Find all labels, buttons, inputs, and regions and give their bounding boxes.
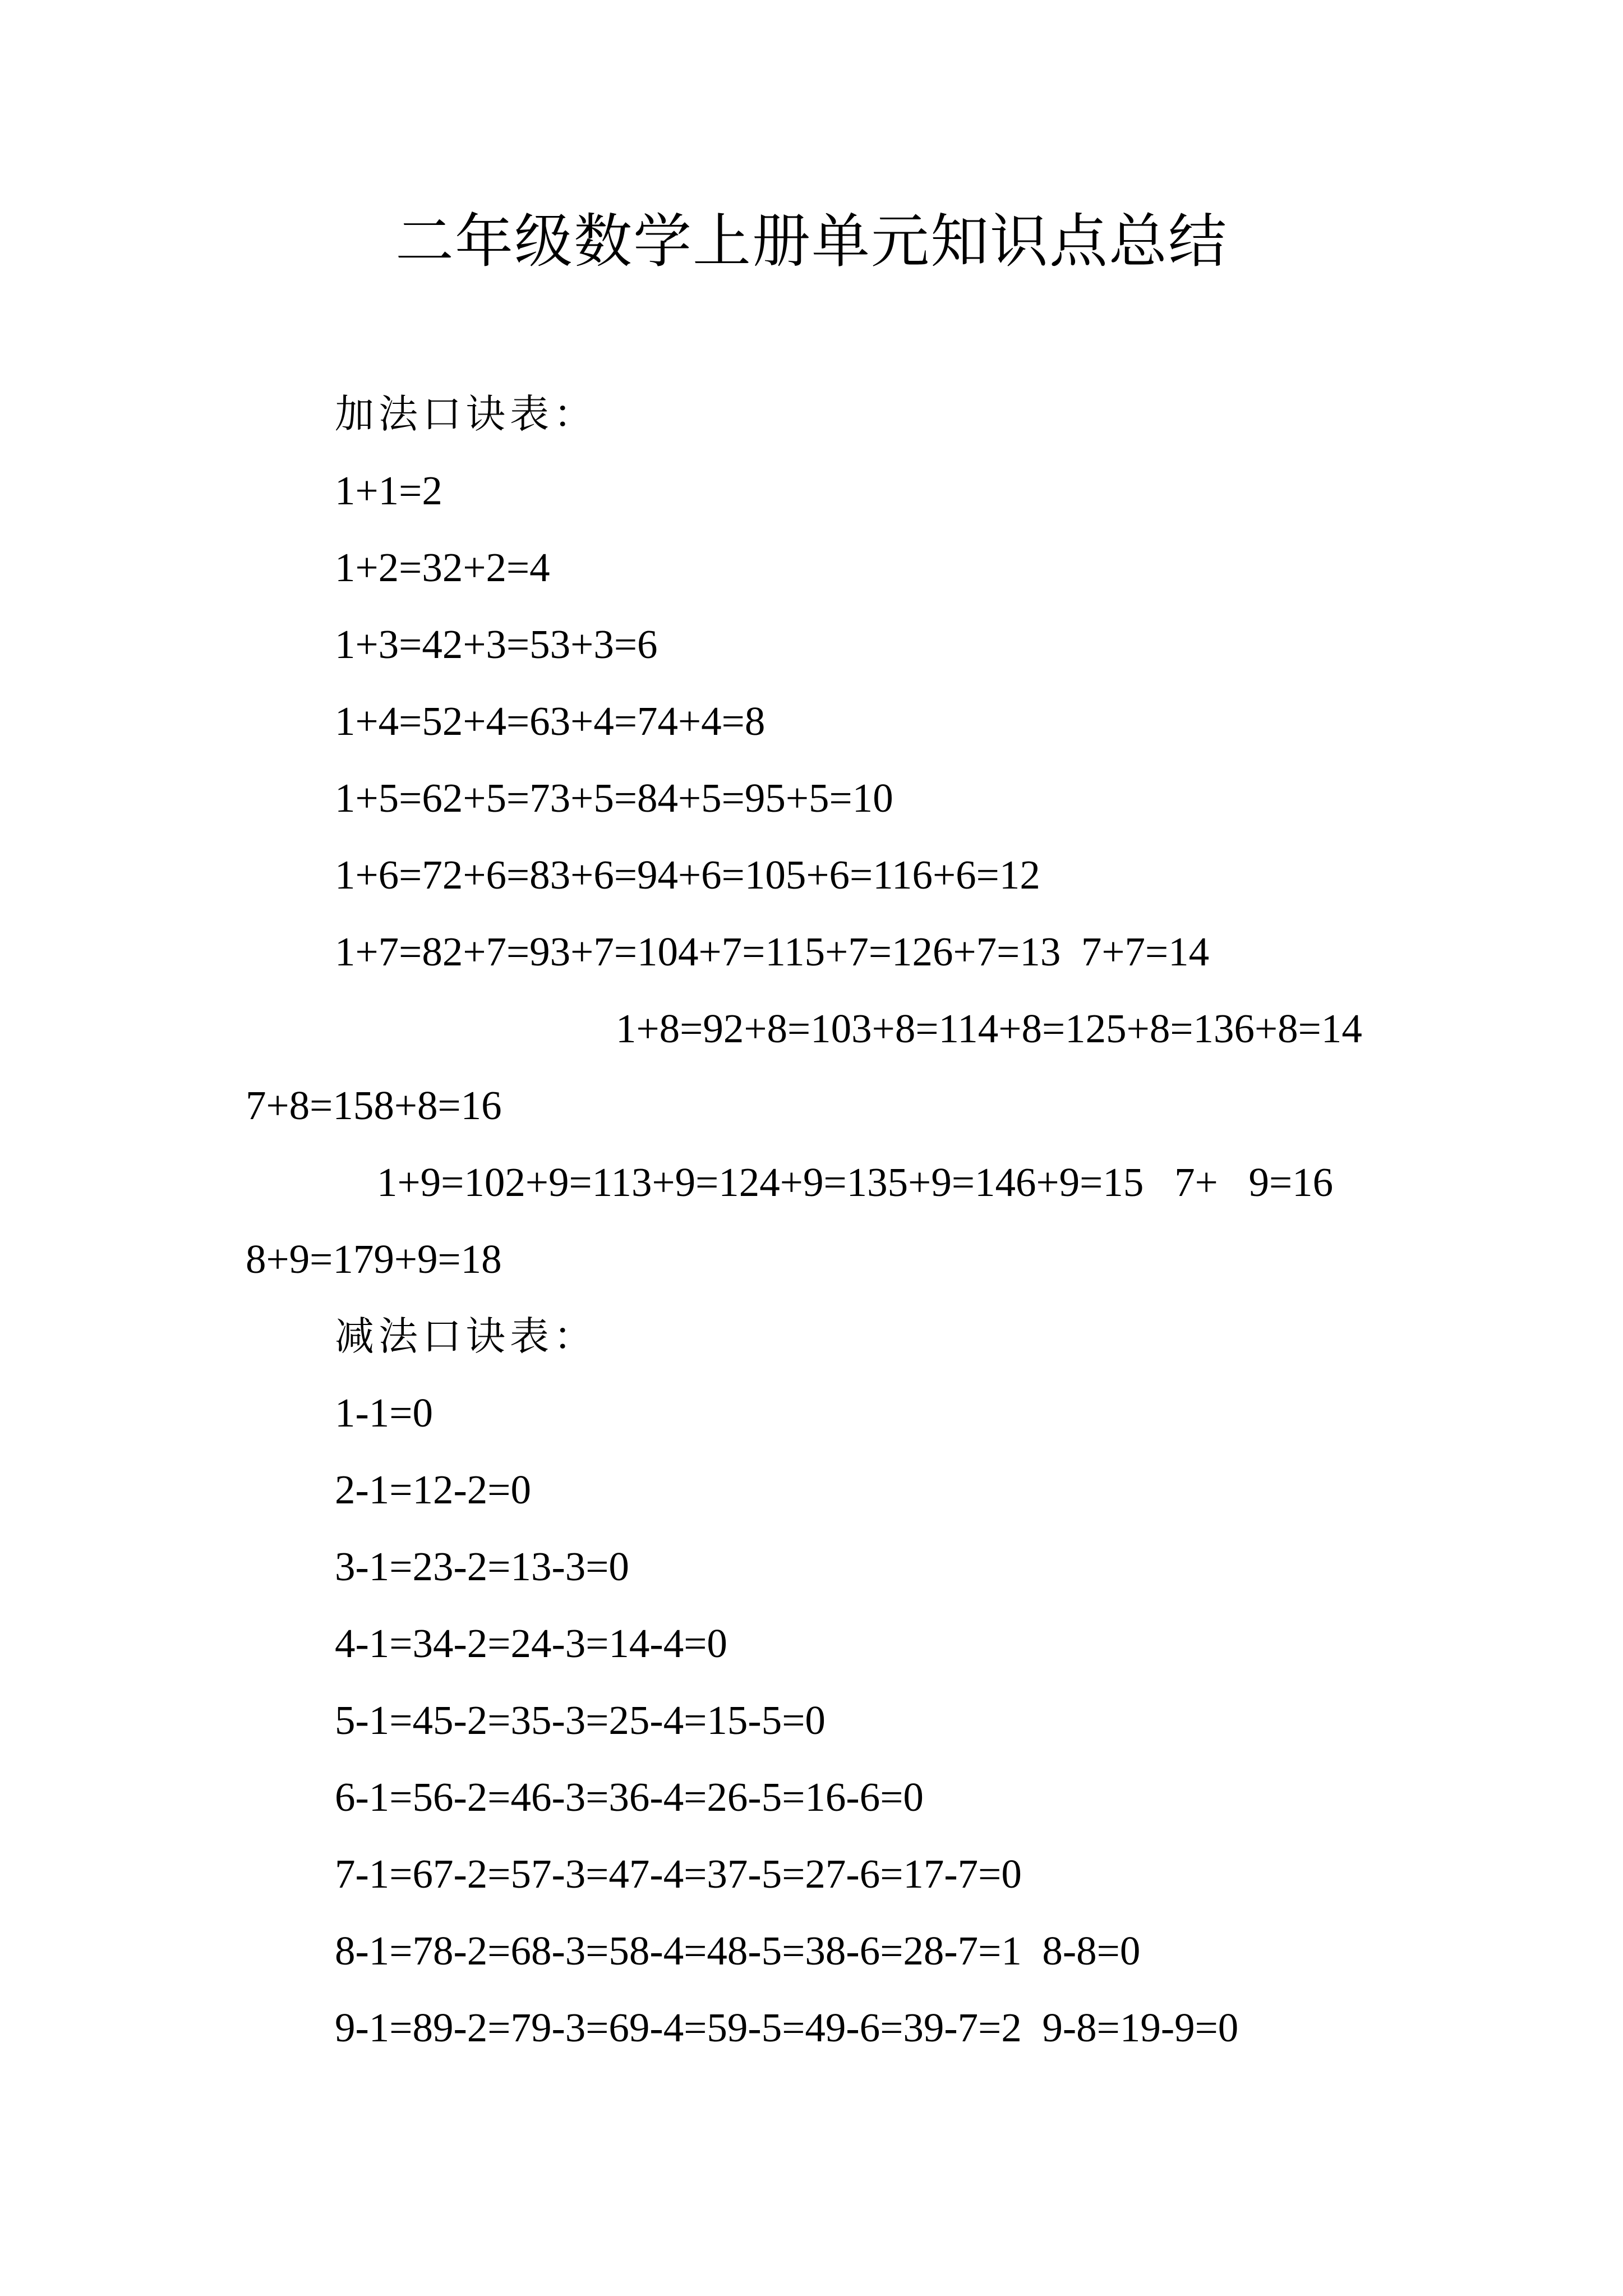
- addition-line: 7+8=158+8=16: [246, 1083, 502, 1128]
- addition-line: 1+3=42+3=53+3=6: [335, 622, 658, 667]
- document-title: 二年级数学上册单元知识点总结: [395, 207, 1228, 275]
- subtraction-line: 4-1=34-2=24-3=14-4=0: [335, 1621, 727, 1666]
- subtraction-line: 8-1=78-2=68-3=58-4=48-5=38-6=28-7=1 8-8=0: [335, 1928, 1141, 1973]
- addition-line: 8+9=179+9=18: [246, 1236, 502, 1282]
- subtraction-line: 6-1=56-2=46-3=36-4=26-5=16-6=0: [335, 1774, 924, 1820]
- addition-line: 1+8=92+8=103+8=114+8=125+8=136+8=14: [616, 1006, 1362, 1051]
- addition-line: 1+5=62+5=73+5=84+5=95+5=10: [335, 775, 893, 821]
- subtraction-line: 9-1=89-2=79-3=69-4=59-5=49-6=39-7=2 9-8=19-9=0: [335, 2005, 1239, 2050]
- addition-line: 1+4=52+4=63+4=74+4=8: [335, 698, 766, 744]
- addition-line: 1+2=32+2=4: [335, 545, 550, 590]
- addition-line: 1+6=72+6=83+6=94+6=105+6=116+6=12: [335, 852, 1040, 898]
- subtraction-line: 3-1=23-2=13-3=0: [335, 1544, 629, 1589]
- subtraction-line: 1-1=0: [335, 1390, 433, 1435]
- subtraction-line: 2-1=12-2=0: [335, 1467, 531, 1512]
- subtraction-line: 7-1=67-2=57-3=47-4=37-5=27-6=17-7=0: [335, 1851, 1022, 1897]
- subtraction-line: 5-1=45-2=35-3=25-4=15-5=0: [335, 1697, 826, 1743]
- addition-line: 1+9=102+9=113+9=124+9=135+9=146+9=15 7+ 9=16: [377, 1159, 1334, 1205]
- addition-table-heading: 加法口诀表：: [335, 391, 597, 437]
- subtraction-table-heading: 减法口诀表：: [335, 1313, 597, 1359]
- addition-line: 1+1=2: [335, 468, 442, 513]
- addition-line: 1+7=82+7=93+7=104+7=115+7=126+7=13 7+7=14: [335, 929, 1210, 974]
